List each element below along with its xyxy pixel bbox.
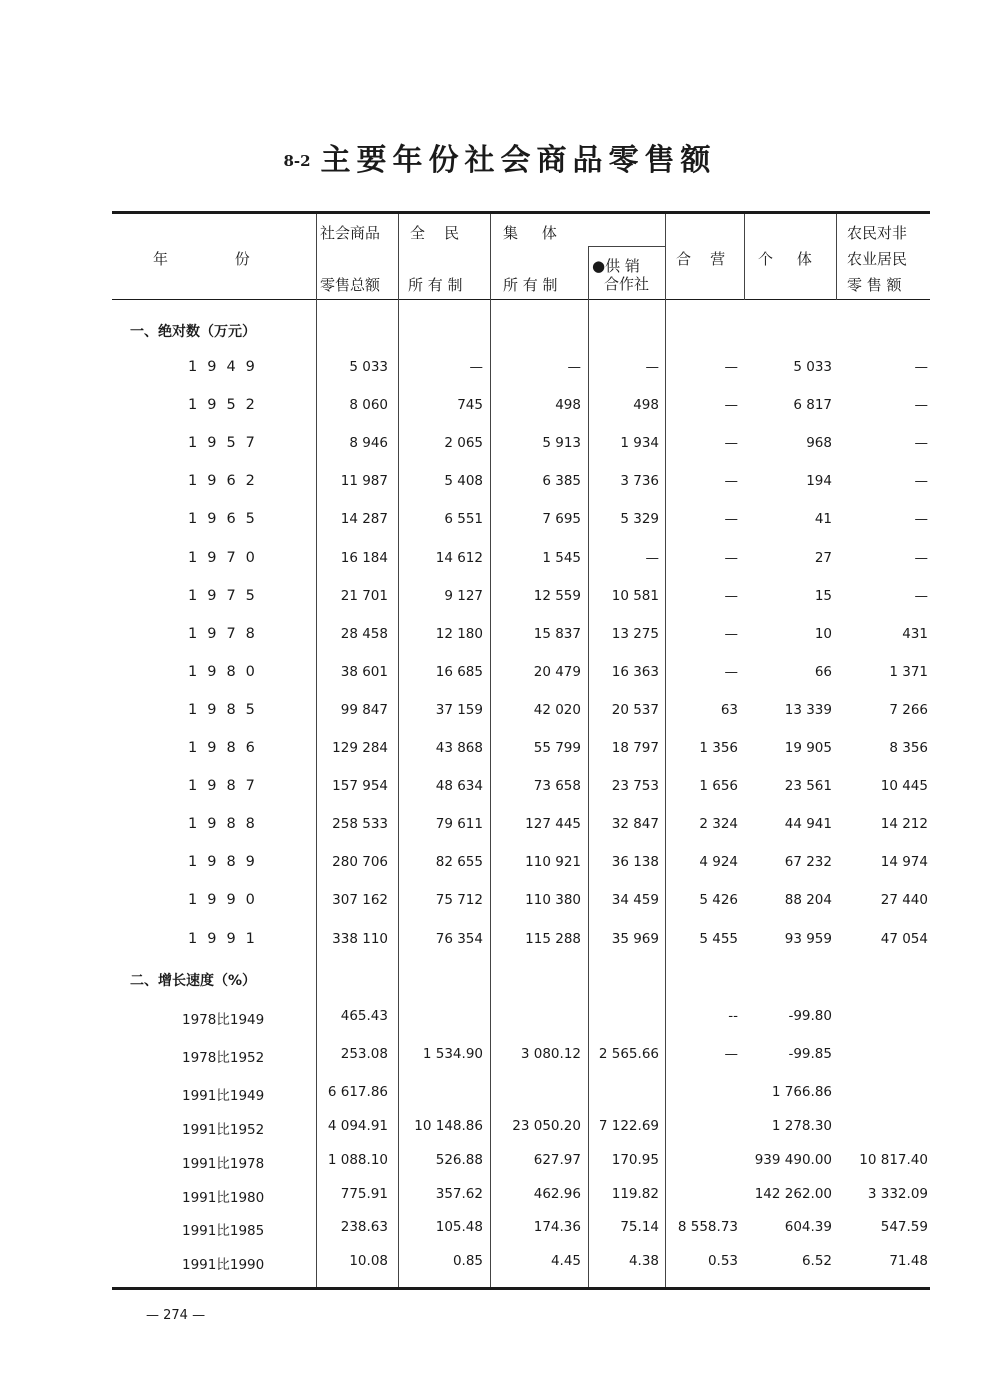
cell-farm: 27 440: [880, 892, 928, 909]
cell-individual: 88 204: [784, 892, 832, 909]
cell-collective: 5 913: [542, 435, 581, 452]
cell-farm: 10 445: [880, 778, 928, 795]
cell-state: 12 180: [435, 625, 483, 642]
cell-individual: 41: [814, 511, 832, 528]
cell-joint: —: [724, 1046, 738, 1062]
header-farm-3: 零 售 额: [847, 276, 902, 294]
cell-coop: 3 736: [620, 473, 659, 490]
cell-coop: 13 275: [611, 625, 659, 642]
cell-farm: —: [914, 511, 928, 528]
cell-total: 10.08: [349, 1253, 388, 1269]
table-number: 8-2: [283, 152, 311, 170]
cell-collective: —: [567, 359, 581, 375]
cell-collective: 462.96: [533, 1186, 581, 1202]
cell-joint: 1 656: [699, 778, 738, 795]
cell-collective: 110 380: [525, 892, 581, 909]
cell-individual: 194: [806, 473, 832, 490]
row-comparison: 1991比1985: [182, 1223, 265, 1239]
cell-coop: 34 459: [611, 892, 659, 909]
bottom-rule: [112, 1287, 930, 1290]
cell-total: 775.91: [340, 1186, 388, 1202]
cell-farm: —: [914, 435, 928, 452]
header-coop-top: ●供 销: [592, 257, 640, 275]
cell-joint: —: [724, 397, 738, 414]
cell-coop: 32 847: [611, 816, 659, 833]
coop-sub-rule: [588, 246, 665, 247]
cell-coop: 7 122.69: [598, 1118, 659, 1134]
cell-joint: 0.53: [707, 1253, 738, 1269]
cell-state: 16 685: [435, 663, 483, 680]
cell-state: 2 065: [444, 435, 483, 452]
cell-collective: 115 288: [525, 930, 581, 947]
cell-individual: 6.52: [801, 1253, 832, 1269]
cell-coop: 10 581: [611, 587, 659, 604]
header-farm-2: 农业居民: [847, 250, 908, 268]
top-rule: [112, 211, 930, 214]
cell-coop: 119.82: [611, 1186, 659, 1202]
cell-joint: —: [724, 511, 738, 528]
row-year: 1978: [188, 625, 265, 642]
header-indiv: 个 体: [758, 250, 812, 268]
cell-state: 79 611: [435, 816, 483, 833]
row-year: 1988: [188, 816, 265, 833]
cell-farm: 10 817.40: [859, 1152, 928, 1168]
cell-collective: 3 080.12: [520, 1046, 581, 1062]
cell-collective: 110 921: [525, 854, 581, 871]
cell-joint: —: [724, 625, 738, 642]
cell-individual: 142 262.00: [754, 1186, 832, 1202]
cell-state: 745: [457, 397, 483, 414]
cell-coop: —: [645, 549, 659, 566]
col-divider: [490, 214, 491, 1287]
row-comparison: 1991比1980: [182, 1190, 265, 1206]
row-comparison: 1991比1990: [182, 1257, 265, 1273]
cell-total: 238.63: [340, 1219, 388, 1235]
cell-total: 129 284: [332, 740, 388, 756]
cell-individual: 27: [814, 549, 832, 566]
col-divider: [588, 246, 589, 1287]
cell-individual: 1 766.86: [771, 1084, 832, 1100]
cell-total: 99 847: [340, 701, 388, 718]
header-state-top: 全 民: [410, 224, 460, 242]
cell-farm: —: [914, 397, 928, 414]
cell-collective: 7 695: [542, 511, 581, 528]
cell-collective: 627.97: [533, 1152, 581, 1168]
cell-state: 0.85: [452, 1253, 483, 1269]
cell-total: 280 706: [332, 854, 388, 871]
cell-total: 16 184: [340, 549, 388, 566]
cell-coop: 16 363: [611, 663, 659, 680]
cell-collective: 20 479: [533, 663, 581, 680]
header-year: 年 份: [153, 250, 250, 268]
cell-joint: 5 455: [699, 930, 738, 947]
cell-farm: 8 356: [889, 740, 928, 756]
cell-farm: —: [914, 587, 928, 604]
cell-state: 10 148.86: [414, 1118, 483, 1134]
cell-joint: 5 426: [699, 892, 738, 909]
cell-farm: 14 212: [880, 816, 928, 833]
cell-individual: 19 905: [784, 740, 832, 756]
row-year: 1962: [188, 473, 265, 490]
cell-total: 38 601: [340, 663, 388, 680]
cell-coop: 2 565.66: [598, 1046, 659, 1062]
row-year: 1986: [188, 740, 265, 756]
col-divider: [836, 214, 837, 300]
cell-total: 11 987: [340, 473, 388, 490]
cell-coop: 23 753: [611, 778, 659, 795]
cell-collective: 73 658: [533, 778, 581, 795]
cell-state: 48 634: [435, 778, 483, 795]
cell-state: 526.88: [435, 1152, 483, 1168]
header-total-top: 社会商品: [320, 224, 381, 242]
header-coop-bottom: 合作社: [604, 275, 650, 293]
cell-collective: 1 545: [542, 549, 581, 566]
cell-state: —: [469, 359, 483, 375]
row-year: 1987: [188, 778, 265, 795]
cell-joint: --: [728, 1008, 738, 1024]
cell-coop: 5 329: [620, 511, 659, 528]
cell-joint: —: [724, 587, 738, 604]
cell-individual: 604.39: [784, 1219, 832, 1235]
cell-coop: —: [645, 359, 659, 375]
page-number: — 274 —: [146, 1308, 206, 1323]
cell-collective: 55 799: [533, 740, 581, 756]
cell-individual: 66: [814, 663, 832, 680]
cell-state: 82 655: [435, 854, 483, 871]
cell-farm: —: [914, 473, 928, 490]
cell-joint: —: [724, 359, 738, 375]
cell-state: 6 551: [444, 511, 483, 528]
cell-total: 157 954: [332, 778, 388, 795]
cell-total: 5 033: [349, 359, 388, 375]
cell-total: 28 458: [340, 625, 388, 642]
header-farm-1: 农民对非: [847, 224, 908, 242]
cell-individual: -99.85: [788, 1046, 832, 1062]
cell-coop: 20 537: [611, 701, 659, 718]
header-state-bottom: 所 有 制: [408, 276, 463, 294]
cell-collective: 23 050.20: [512, 1118, 581, 1134]
cell-total: 258 533: [332, 816, 388, 833]
row-year: 1965: [188, 511, 265, 528]
cell-collective: 4.45: [550, 1253, 581, 1269]
cell-coop: 75.14: [620, 1219, 659, 1235]
row-comparison: 1978比1952: [182, 1050, 265, 1066]
cell-individual: -99.80: [788, 1008, 832, 1024]
cell-farm: 547.59: [880, 1219, 928, 1235]
col-divider: [316, 214, 317, 1287]
cell-individual: 15: [814, 587, 832, 604]
cell-total: 338 110: [332, 930, 388, 947]
cell-joint: —: [724, 435, 738, 452]
cell-joint: 63: [720, 701, 738, 718]
cell-coop: 170.95: [611, 1152, 659, 1168]
cell-farm: 71.48: [889, 1253, 928, 1269]
cell-individual: 44 941: [784, 816, 832, 833]
cell-farm: 431: [902, 625, 928, 642]
cell-individual: 93 959: [784, 930, 832, 947]
cell-individual: 968: [806, 435, 832, 452]
row-year: 1957: [188, 435, 265, 452]
header-joint: 合 营: [676, 250, 726, 268]
cell-coop: 498: [633, 397, 659, 414]
cell-joint: —: [724, 549, 738, 566]
cell-individual: 67 232: [784, 854, 832, 871]
cell-farm: —: [914, 359, 928, 375]
cell-collective: 15 837: [533, 625, 581, 642]
cell-joint: 1 356: [699, 740, 738, 756]
cell-joint: 8 558.73: [677, 1219, 738, 1235]
cell-state: 5 408: [444, 473, 483, 490]
cell-farm: 14 974: [880, 854, 928, 871]
cell-individual: 23 561: [784, 778, 832, 795]
row-year: 1985: [188, 701, 265, 718]
cell-total: 21 701: [340, 587, 388, 604]
cell-state: 105.48: [435, 1219, 483, 1235]
cell-total: 4 094.91: [327, 1118, 388, 1134]
row-year: 1980: [188, 663, 265, 680]
cell-total: 465.43: [340, 1008, 388, 1024]
cell-state: 14 612: [435, 549, 483, 566]
col-divider: [665, 214, 666, 1287]
row-year: 1989: [188, 854, 265, 871]
cell-total: 1 088.10: [327, 1152, 388, 1168]
section-absolute: 一、绝对数（万元）: [130, 324, 256, 340]
cell-state: 357.62: [435, 1186, 483, 1202]
table-title: 主要年份社会商品零售额: [320, 143, 717, 178]
cell-total: 253.08: [340, 1046, 388, 1062]
row-comparison: 1991比1949: [182, 1088, 265, 1104]
cell-joint: 2 324: [699, 816, 738, 833]
cell-coop: 35 969: [611, 930, 659, 947]
cell-total: 307 162: [332, 892, 388, 909]
cell-coop: 4.38: [628, 1253, 659, 1269]
cell-farm: 47 054: [880, 930, 928, 947]
cell-collective: 498: [555, 397, 581, 414]
cell-coop: 1 934: [620, 435, 659, 452]
cell-individual: 939 490.00: [754, 1152, 832, 1168]
row-year: 1949: [188, 359, 265, 375]
row-year: 1952: [188, 397, 265, 414]
section-growth: 二、增长速度（%）: [130, 973, 257, 989]
cell-state: 75 712: [435, 892, 483, 909]
cell-collective: 12 559: [533, 587, 581, 604]
cell-collective: 127 445: [525, 816, 581, 833]
header-total-bottom: 零售总额: [320, 276, 381, 294]
cell-total: 6 617.86: [327, 1084, 388, 1100]
cell-coop: 36 138: [611, 854, 659, 871]
cell-farm: 1 371: [889, 663, 928, 680]
cell-collective: 6 385: [542, 473, 581, 490]
header-rule: [112, 299, 930, 300]
row-comparison: 1978比1949: [182, 1012, 265, 1028]
cell-farm: —: [914, 549, 928, 566]
cell-state: 1 534.90: [422, 1046, 483, 1062]
col-divider: [744, 214, 745, 300]
cell-collective: 174.36: [533, 1219, 581, 1235]
cell-total: 8 946: [349, 435, 388, 452]
cell-farm: 7 266: [889, 701, 928, 718]
cell-total: 8 060: [349, 397, 388, 414]
row-year: 1991: [188, 930, 265, 947]
cell-individual: 6 817: [793, 397, 832, 414]
cell-state: 43 868: [435, 740, 483, 756]
cell-joint: 4 924: [699, 854, 738, 871]
cell-state: 76 354: [435, 930, 483, 947]
cell-total: 14 287: [340, 511, 388, 528]
cell-collective: 42 020: [533, 701, 581, 718]
row-year: 1990: [188, 892, 265, 909]
cell-state: 9 127: [444, 587, 483, 604]
cell-state: 37 159: [435, 701, 483, 718]
header-coll-bottom: 所 有 制: [503, 276, 558, 294]
cell-individual: 13 339: [784, 701, 832, 718]
row-year: 1970: [188, 549, 265, 566]
col-divider: [398, 214, 399, 1287]
cell-coop: 18 797: [611, 740, 659, 756]
cell-individual: 10: [814, 625, 832, 642]
cell-farm: 3 332.09: [867, 1186, 928, 1202]
row-comparison: 1991比1952: [182, 1122, 265, 1138]
row-year: 1975: [188, 587, 265, 604]
cell-individual: 5 033: [793, 359, 832, 375]
page-title: [0, 135, 1000, 179]
header-coll-top: 集 体: [503, 224, 557, 242]
cell-joint: —: [724, 663, 738, 680]
row-comparison: 1991比1978: [182, 1156, 265, 1172]
cell-individual: 1 278.30: [771, 1118, 832, 1134]
cell-joint: —: [724, 473, 738, 490]
